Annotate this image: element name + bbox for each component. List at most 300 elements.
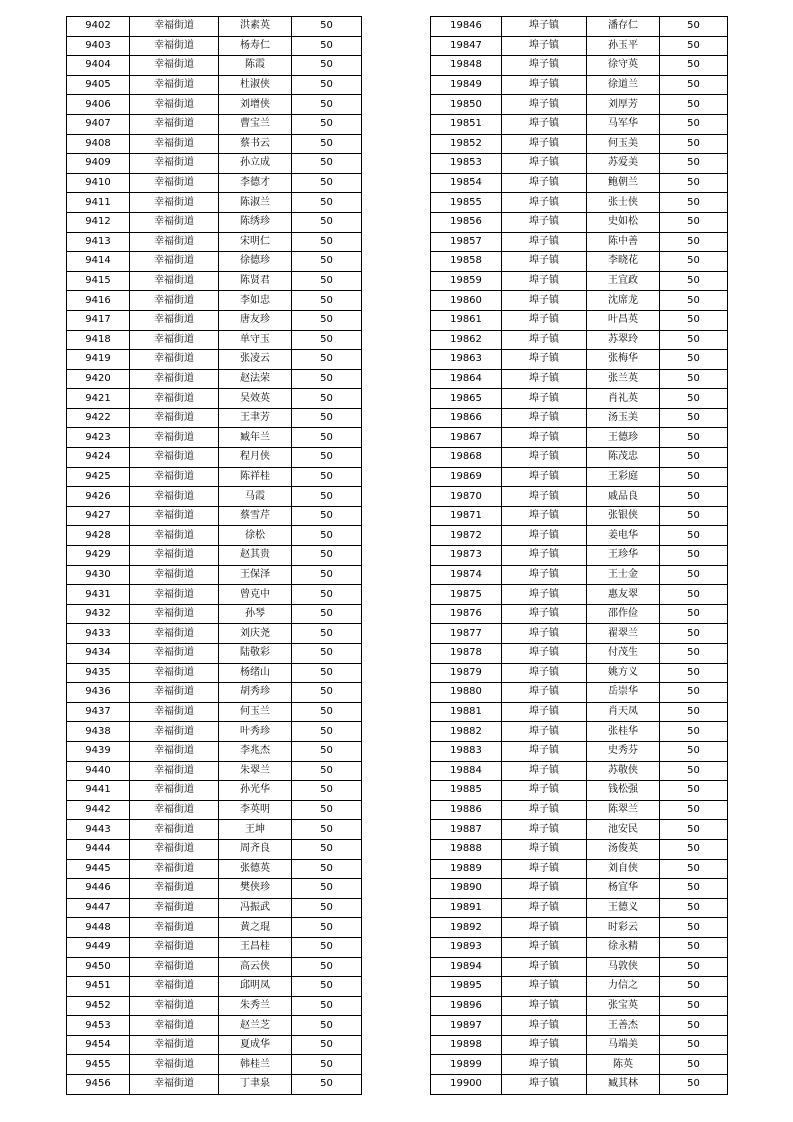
amount-cell: 50 xyxy=(660,1075,728,1095)
serial-number-cell: 9426 xyxy=(67,487,130,507)
name-cell: 陈翠兰 xyxy=(587,800,660,820)
serial-number-cell: 19892 xyxy=(431,918,502,938)
district-cell: 幸福街道 xyxy=(130,291,219,311)
table-row xyxy=(67,330,362,350)
name-cell: 刘厚芳 xyxy=(587,95,660,115)
name-cell: 宋明仁 xyxy=(219,232,292,252)
serial-number-cell: 9455 xyxy=(67,1055,130,1075)
name-cell: 夏成华 xyxy=(219,1035,292,1055)
amount-cell: 50 xyxy=(292,526,362,546)
amount-cell: 50 xyxy=(292,467,362,487)
table-row xyxy=(431,996,728,1016)
amount-cell: 50 xyxy=(292,957,362,977)
district-cell: 埠子镇 xyxy=(502,448,587,468)
name-cell: 孙琴 xyxy=(219,604,292,624)
table-row xyxy=(67,95,362,115)
table-row xyxy=(67,585,362,605)
district-cell: 幸福街道 xyxy=(130,330,219,350)
amount-cell: 50 xyxy=(292,1055,362,1075)
serial-number-cell: 9449 xyxy=(67,937,130,957)
name-cell: 赵法荣 xyxy=(219,369,292,389)
name-cell: 丁聿泉 xyxy=(219,1075,292,1095)
amount-cell: 50 xyxy=(292,683,362,703)
serial-number-cell: 9406 xyxy=(67,95,130,115)
district-cell: 埠子镇 xyxy=(502,193,587,213)
name-cell: 张凌云 xyxy=(219,350,292,370)
name-cell: 杨寿仁 xyxy=(219,36,292,56)
district-cell: 埠子镇 xyxy=(502,918,587,938)
table-row xyxy=(67,957,362,977)
serial-number-cell: 9423 xyxy=(67,428,130,448)
table-row xyxy=(67,781,362,801)
amount-cell: 50 xyxy=(660,644,728,664)
district-cell: 幸福街道 xyxy=(130,957,219,977)
table-row xyxy=(67,741,362,761)
name-cell: 陈绣珍 xyxy=(219,212,292,232)
serial-number-cell: 9435 xyxy=(67,663,130,683)
amount-cell: 50 xyxy=(660,702,728,722)
amount-cell: 50 xyxy=(292,232,362,252)
table-row xyxy=(67,487,362,507)
serial-number-cell: 19885 xyxy=(431,781,502,801)
district-cell: 埠子镇 xyxy=(502,95,587,115)
district-cell: 幸福街道 xyxy=(130,173,219,193)
district-cell: 埠子镇 xyxy=(502,408,587,428)
serial-number-cell: 19899 xyxy=(431,1055,502,1075)
district-cell: 埠子镇 xyxy=(502,350,587,370)
amount-cell: 50 xyxy=(660,408,728,428)
name-cell: 张桂华 xyxy=(587,722,660,742)
serial-number-cell: 9410 xyxy=(67,173,130,193)
name-cell: 李晓花 xyxy=(587,252,660,272)
table-row xyxy=(67,977,362,997)
table-row xyxy=(431,389,728,409)
name-cell: 苏翠玲 xyxy=(587,330,660,350)
serial-number-cell: 9429 xyxy=(67,546,130,566)
serial-number-cell: 19852 xyxy=(431,134,502,154)
district-cell: 幸福街道 xyxy=(130,428,219,448)
district-cell: 幸福街道 xyxy=(130,918,219,938)
table-row xyxy=(431,193,728,213)
amount-cell: 50 xyxy=(292,1016,362,1036)
table-row xyxy=(431,428,728,448)
serial-number-cell: 19867 xyxy=(431,428,502,448)
serial-number-cell: 9430 xyxy=(67,565,130,585)
amount-cell: 50 xyxy=(660,820,728,840)
amount-cell: 50 xyxy=(660,36,728,56)
amount-cell: 50 xyxy=(292,996,362,1016)
name-cell: 沈席龙 xyxy=(587,291,660,311)
name-cell: 程月侠 xyxy=(219,448,292,468)
table-row xyxy=(67,644,362,664)
amount-cell: 50 xyxy=(292,604,362,624)
serial-number-cell: 19872 xyxy=(431,526,502,546)
serial-number-cell: 9434 xyxy=(67,644,130,664)
amount-cell: 50 xyxy=(660,212,728,232)
name-cell: 蔡雪芹 xyxy=(219,506,292,526)
name-cell: 王德珍 xyxy=(587,428,660,448)
table-row xyxy=(431,761,728,781)
name-cell: 马霞 xyxy=(219,487,292,507)
table-row xyxy=(431,820,728,840)
district-cell: 幸福街道 xyxy=(130,36,219,56)
serial-number-cell: 9443 xyxy=(67,820,130,840)
table-row xyxy=(67,800,362,820)
amount-cell: 50 xyxy=(660,741,728,761)
table-row xyxy=(431,1055,728,1075)
serial-number-cell: 19847 xyxy=(431,36,502,56)
table-row xyxy=(67,193,362,213)
amount-cell: 50 xyxy=(292,624,362,644)
district-cell: 幸福街道 xyxy=(130,761,219,781)
table-row xyxy=(431,17,728,37)
district-cell: 埠子镇 xyxy=(502,741,587,761)
serial-number-cell: 9445 xyxy=(67,859,130,879)
serial-number-cell: 9417 xyxy=(67,310,130,330)
district-cell: 幸福街道 xyxy=(130,310,219,330)
table-row xyxy=(431,467,728,487)
amount-cell: 50 xyxy=(660,448,728,468)
amount-cell: 50 xyxy=(292,487,362,507)
serial-number-cell: 9450 xyxy=(67,957,130,977)
serial-number-cell: 9446 xyxy=(67,879,130,899)
amount-cell: 50 xyxy=(660,252,728,272)
serial-number-cell: 9432 xyxy=(67,604,130,624)
amount-cell: 50 xyxy=(660,95,728,115)
name-cell: 王昌桂 xyxy=(219,937,292,957)
amount-cell: 50 xyxy=(660,389,728,409)
table-row xyxy=(67,820,362,840)
right-roster-body xyxy=(431,17,728,1095)
table-row xyxy=(67,604,362,624)
name-cell: 陈中善 xyxy=(587,232,660,252)
name-cell: 吴效英 xyxy=(219,389,292,409)
district-cell: 幸福街道 xyxy=(130,193,219,213)
name-cell: 岳崇华 xyxy=(587,683,660,703)
table-row xyxy=(431,173,728,193)
amount-cell: 50 xyxy=(660,1035,728,1055)
district-cell: 埠子镇 xyxy=(502,644,587,664)
district-cell: 埠子镇 xyxy=(502,1075,587,1095)
serial-number-cell: 9419 xyxy=(67,350,130,370)
amount-cell: 50 xyxy=(292,820,362,840)
amount-cell: 50 xyxy=(292,212,362,232)
table-row xyxy=(431,487,728,507)
amount-cell: 50 xyxy=(660,173,728,193)
name-cell: 肖礼英 xyxy=(587,389,660,409)
serial-number-cell: 19875 xyxy=(431,585,502,605)
district-cell: 埠子镇 xyxy=(502,173,587,193)
name-cell: 赵兰芝 xyxy=(219,1016,292,1036)
amount-cell: 50 xyxy=(292,741,362,761)
table-row xyxy=(67,212,362,232)
table-row xyxy=(431,212,728,232)
table-row xyxy=(67,839,362,859)
district-cell: 埠子镇 xyxy=(502,1035,587,1055)
district-cell: 幸福街道 xyxy=(130,487,219,507)
serial-number-cell: 9437 xyxy=(67,702,130,722)
serial-number-cell: 9439 xyxy=(67,741,130,761)
serial-number-cell: 19887 xyxy=(431,820,502,840)
name-cell: 孙立成 xyxy=(219,154,292,174)
serial-number-cell: 19856 xyxy=(431,212,502,232)
district-cell: 幸福街道 xyxy=(130,663,219,683)
serial-number-cell: 19855 xyxy=(431,193,502,213)
name-cell: 樊侠珍 xyxy=(219,879,292,899)
amount-cell: 50 xyxy=(292,193,362,213)
district-cell: 埠子镇 xyxy=(502,722,587,742)
district-cell: 幸福街道 xyxy=(130,683,219,703)
table-row xyxy=(67,173,362,193)
table-row xyxy=(431,526,728,546)
amount-cell: 50 xyxy=(660,291,728,311)
name-cell: 苏敬侠 xyxy=(587,761,660,781)
district-cell: 埠子镇 xyxy=(502,663,587,683)
table-row xyxy=(431,232,728,252)
amount-cell: 50 xyxy=(660,722,728,742)
serial-number-cell: 9424 xyxy=(67,448,130,468)
district-cell: 埠子镇 xyxy=(502,17,587,37)
table-row xyxy=(431,408,728,428)
name-cell: 曾克中 xyxy=(219,585,292,605)
name-cell: 王善杰 xyxy=(587,1016,660,1036)
name-cell: 李英明 xyxy=(219,800,292,820)
table-row xyxy=(67,1075,362,1095)
name-cell: 孙光华 xyxy=(219,781,292,801)
amount-cell: 50 xyxy=(292,56,362,76)
serial-number-cell: 9402 xyxy=(67,17,130,37)
district-cell: 埠子镇 xyxy=(502,800,587,820)
table-row xyxy=(431,252,728,272)
district-cell: 幸福街道 xyxy=(130,75,219,95)
table-row xyxy=(67,271,362,291)
table-row xyxy=(431,722,728,742)
district-cell: 幸福街道 xyxy=(130,271,219,291)
name-cell: 单守玉 xyxy=(219,330,292,350)
amount-cell: 50 xyxy=(292,879,362,899)
district-cell: 埠子镇 xyxy=(502,134,587,154)
district-cell: 埠子镇 xyxy=(502,585,587,605)
table-row xyxy=(431,1035,728,1055)
name-cell: 力信之 xyxy=(587,977,660,997)
table-row xyxy=(431,957,728,977)
amount-cell: 50 xyxy=(292,114,362,134)
serial-number-cell: 9427 xyxy=(67,506,130,526)
serial-number-cell: 9448 xyxy=(67,918,130,938)
table-row xyxy=(431,350,728,370)
amount-cell: 50 xyxy=(292,134,362,154)
amount-cell: 50 xyxy=(660,56,728,76)
district-cell: 幸福街道 xyxy=(130,1016,219,1036)
name-cell: 赵其贵 xyxy=(219,546,292,566)
table-row xyxy=(431,604,728,624)
amount-cell: 50 xyxy=(660,957,728,977)
serial-number-cell: 9403 xyxy=(67,36,130,56)
table-row xyxy=(67,702,362,722)
serial-number-cell: 9441 xyxy=(67,781,130,801)
table-row xyxy=(67,369,362,389)
district-cell: 幸福街道 xyxy=(130,585,219,605)
name-cell: 何玉兰 xyxy=(219,702,292,722)
amount-cell: 50 xyxy=(292,252,362,272)
amount-cell: 50 xyxy=(292,918,362,938)
district-cell: 幸福街道 xyxy=(130,859,219,879)
serial-number-cell: 19866 xyxy=(431,408,502,428)
table-row xyxy=(431,781,728,801)
amount-cell: 50 xyxy=(292,1035,362,1055)
name-cell: 徐松 xyxy=(219,526,292,546)
table-row xyxy=(67,36,362,56)
table-row xyxy=(67,154,362,174)
name-cell: 惠友翠 xyxy=(587,585,660,605)
name-cell: 王聿芳 xyxy=(219,408,292,428)
name-cell: 唐友珍 xyxy=(219,310,292,330)
table-row xyxy=(67,252,362,272)
amount-cell: 50 xyxy=(660,585,728,605)
amount-cell: 50 xyxy=(292,408,362,428)
name-cell: 刘自侠 xyxy=(587,859,660,879)
name-cell: 钱松强 xyxy=(587,781,660,801)
table-row xyxy=(431,839,728,859)
amount-cell: 50 xyxy=(660,800,728,820)
name-cell: 肖天凤 xyxy=(587,702,660,722)
district-cell: 埠子镇 xyxy=(502,154,587,174)
serial-number-cell: 9453 xyxy=(67,1016,130,1036)
serial-number-cell: 19888 xyxy=(431,839,502,859)
name-cell: 鲍朝兰 xyxy=(587,173,660,193)
table-row xyxy=(431,800,728,820)
serial-number-cell: 9418 xyxy=(67,330,130,350)
table-row xyxy=(67,526,362,546)
serial-number-cell: 19857 xyxy=(431,232,502,252)
amount-cell: 50 xyxy=(292,448,362,468)
table-row xyxy=(431,879,728,899)
amount-cell: 50 xyxy=(660,624,728,644)
table-row xyxy=(67,937,362,957)
table-row xyxy=(67,1035,362,1055)
district-cell: 埠子镇 xyxy=(502,624,587,644)
district-cell: 幸福街道 xyxy=(130,565,219,585)
name-cell: 张梅华 xyxy=(587,350,660,370)
district-cell: 幸福街道 xyxy=(130,977,219,997)
amount-cell: 50 xyxy=(292,310,362,330)
district-cell: 埠子镇 xyxy=(502,781,587,801)
district-cell: 幸福街道 xyxy=(130,17,219,37)
name-cell: 池安民 xyxy=(587,820,660,840)
amount-cell: 50 xyxy=(292,800,362,820)
table-row xyxy=(431,506,728,526)
district-cell: 幸福街道 xyxy=(130,448,219,468)
district-cell: 埠子镇 xyxy=(502,291,587,311)
name-cell: 陈贤君 xyxy=(219,271,292,291)
serial-number-cell: 19865 xyxy=(431,389,502,409)
table-row xyxy=(67,75,362,95)
amount-cell: 50 xyxy=(292,781,362,801)
table-row xyxy=(67,663,362,683)
amount-cell: 50 xyxy=(660,154,728,174)
table-row xyxy=(431,56,728,76)
table-row xyxy=(67,114,362,134)
name-cell: 朱秀兰 xyxy=(219,996,292,1016)
serial-number-cell: 9436 xyxy=(67,683,130,703)
table-row xyxy=(67,56,362,76)
district-cell: 埠子镇 xyxy=(502,937,587,957)
serial-number-cell: 19851 xyxy=(431,114,502,134)
serial-number-cell: 9451 xyxy=(67,977,130,997)
serial-number-cell: 19897 xyxy=(431,1016,502,1036)
serial-number-cell: 9413 xyxy=(67,232,130,252)
name-cell: 邱明凤 xyxy=(219,977,292,997)
serial-number-cell: 19860 xyxy=(431,291,502,311)
serial-number-cell: 9454 xyxy=(67,1035,130,1055)
name-cell: 周齐良 xyxy=(219,839,292,859)
amount-cell: 50 xyxy=(660,467,728,487)
name-cell: 刘增侠 xyxy=(219,95,292,115)
table-row xyxy=(431,369,728,389)
table-row xyxy=(67,624,362,644)
district-cell: 幸福街道 xyxy=(130,389,219,409)
serial-number-cell: 9456 xyxy=(67,1075,130,1095)
serial-number-cell: 19863 xyxy=(431,350,502,370)
amount-cell: 50 xyxy=(292,585,362,605)
amount-cell: 50 xyxy=(660,506,728,526)
amount-cell: 50 xyxy=(660,996,728,1016)
name-cell: 戚品良 xyxy=(587,487,660,507)
amount-cell: 50 xyxy=(660,330,728,350)
district-cell: 埠子镇 xyxy=(502,56,587,76)
table-row xyxy=(67,134,362,154)
amount-cell: 50 xyxy=(292,977,362,997)
name-cell: 史秀芬 xyxy=(587,741,660,761)
amount-cell: 50 xyxy=(292,506,362,526)
amount-cell: 50 xyxy=(292,389,362,409)
table-row xyxy=(67,389,362,409)
table-row xyxy=(431,330,728,350)
table-row xyxy=(431,310,728,330)
name-cell: 徐守英 xyxy=(587,56,660,76)
district-cell: 埠子镇 xyxy=(502,506,587,526)
serial-number-cell: 9428 xyxy=(67,526,130,546)
table-row xyxy=(67,859,362,879)
district-cell: 幸福街道 xyxy=(130,1035,219,1055)
table-row xyxy=(67,722,362,742)
amount-cell: 50 xyxy=(660,859,728,879)
serial-number-cell: 19886 xyxy=(431,800,502,820)
name-cell: 胡秀珍 xyxy=(219,683,292,703)
district-cell: 幸福街道 xyxy=(130,95,219,115)
district-cell: 埠子镇 xyxy=(502,1016,587,1036)
serial-number-cell: 9433 xyxy=(67,624,130,644)
serial-number-cell: 19894 xyxy=(431,957,502,977)
serial-number-cell: 19859 xyxy=(431,271,502,291)
serial-number-cell: 19878 xyxy=(431,644,502,664)
serial-number-cell: 19854 xyxy=(431,173,502,193)
name-cell: 王珍华 xyxy=(587,546,660,566)
amount-cell: 50 xyxy=(660,350,728,370)
serial-number-cell: 19849 xyxy=(431,75,502,95)
district-cell: 幸福街道 xyxy=(130,526,219,546)
table-row xyxy=(67,291,362,311)
amount-cell: 50 xyxy=(660,839,728,859)
table-row xyxy=(431,859,728,879)
table-row xyxy=(67,408,362,428)
name-cell: 徐道兰 xyxy=(587,75,660,95)
amount-cell: 50 xyxy=(660,565,728,585)
serial-number-cell: 19869 xyxy=(431,467,502,487)
amount-cell: 50 xyxy=(660,310,728,330)
district-cell: 幸福街道 xyxy=(130,154,219,174)
name-cell: 王宜政 xyxy=(587,271,660,291)
